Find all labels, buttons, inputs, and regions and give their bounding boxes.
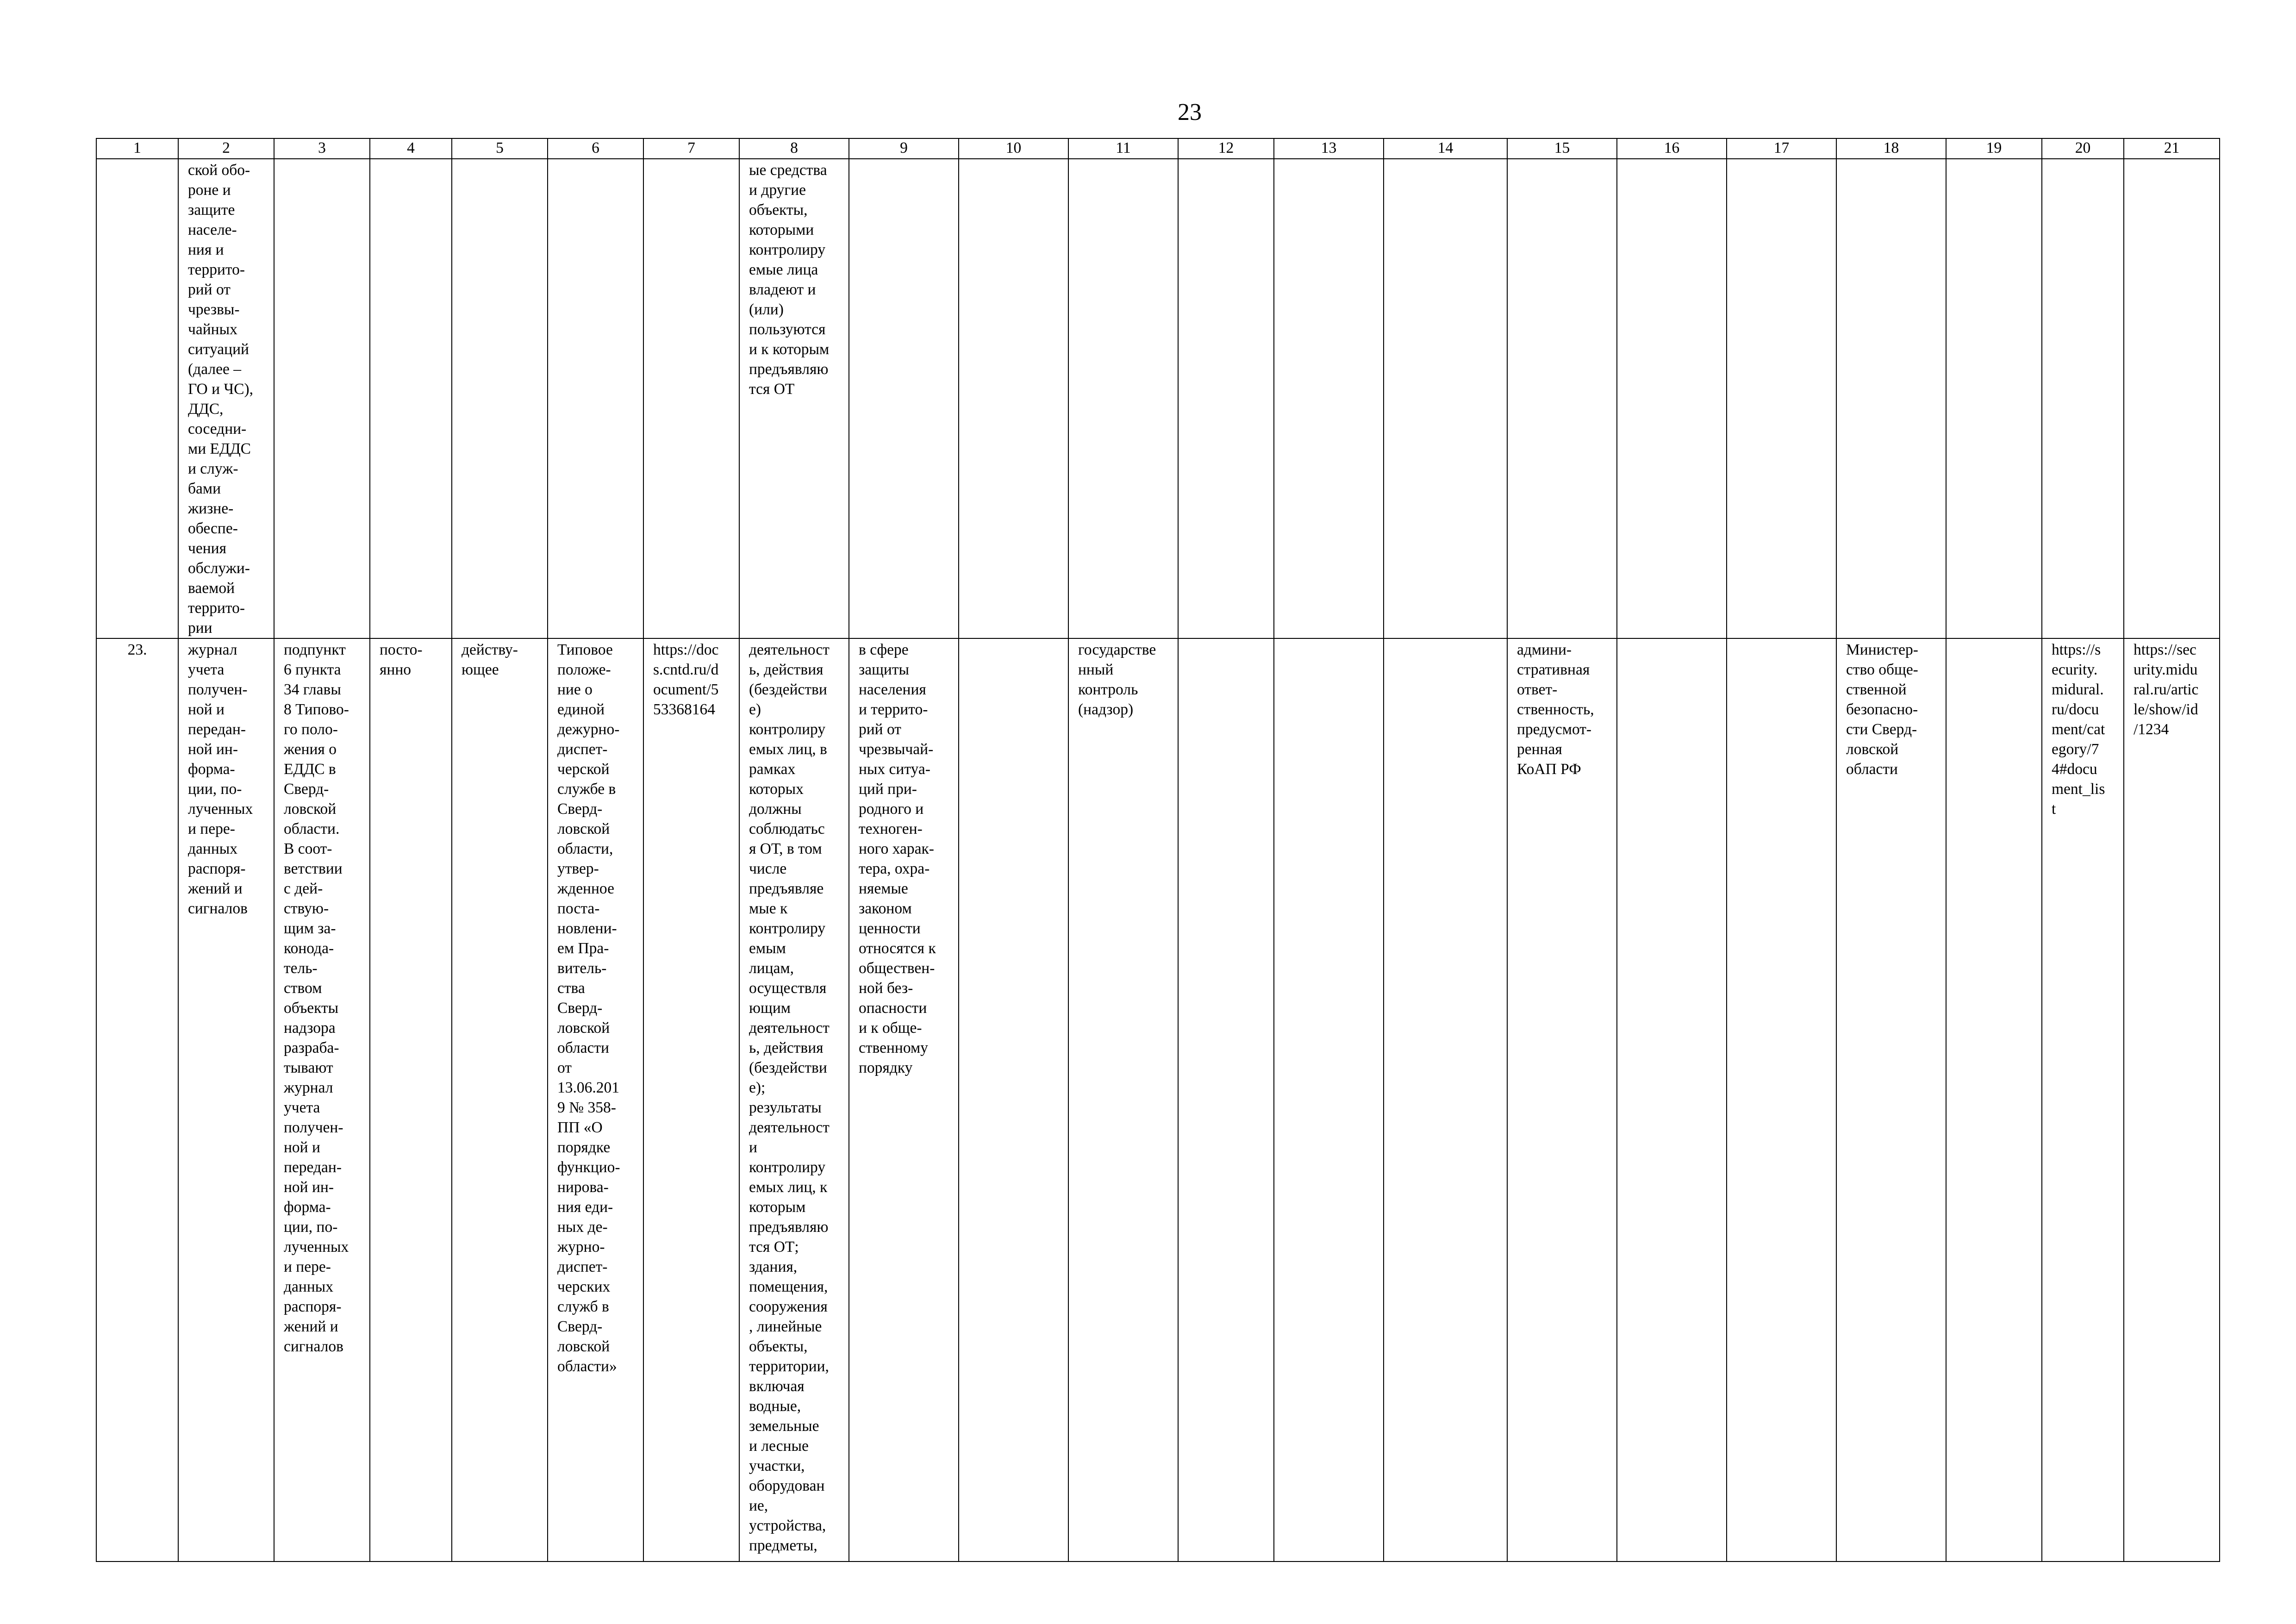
- column-number-18: 18: [1836, 138, 1946, 159]
- table-cell: [1178, 638, 1274, 1562]
- table-cell: [643, 638, 739, 1562]
- column-number-15: 15: [1507, 138, 1617, 159]
- table-cell: [548, 638, 643, 1562]
- cell-text: админи- стративная ответ- ственность, предусмот- ренная КоАП РФ: [1517, 641, 1594, 778]
- cell-text: журнал учета получен- ной и передан- ной ин- форма- ции, по- лученных и пере- данных распоря- жений и сигналов: [188, 641, 253, 917]
- column-number-17: 17: [1727, 138, 1836, 159]
- document-link[interactable]: https://sec urity.midu ral.ru/artic le/show/id /1234: [2134, 641, 2199, 738]
- column-number-16: 16: [1617, 138, 1727, 159]
- table-cell: [1384, 638, 1507, 1562]
- table-cell: [452, 638, 548, 1562]
- table-cell: [96, 159, 178, 638]
- table-cell: [1836, 159, 1946, 638]
- cell-text: подпункт 6 пункта 34 главы 8 Типово- го поло- жения о ЕДДС в Сверд- ловской области. В соот- ветствии с дей- ствую- щим за- конода- тель- ством объекты надзора разраба- тывают журнал учета получен- ной и передан- ной ин- форма- ции, по- лученных и пере- данных распоря- жений и сигналов: [284, 641, 349, 1355]
- column-number-21: 21: [2124, 138, 2220, 159]
- document-link[interactable]: https://s ecurity. midural. ru/docu ment/cat egory/7 4#docu ment_lis t: [2052, 641, 2105, 818]
- table-cell: [1946, 638, 2042, 1562]
- table-cell: [1507, 638, 1617, 1562]
- column-number-1: 1: [96, 138, 178, 159]
- table-row-23: [96, 638, 2220, 1562]
- table-cell: [2042, 638, 2124, 1562]
- table-cell: [1617, 159, 1727, 638]
- column-number-8: 8: [739, 138, 849, 159]
- column-number-11: 11: [1068, 138, 1178, 159]
- table-cell: [1068, 638, 1178, 1562]
- cell-text: Типовое положе- ние о единой дежурно- диспет- черской службе в Сверд- ловской области, утвер- жденное поста- новлени- ем Пра- витель- ства Сверд- ловской области от 13.06.201 9 № 358- ПП «О порядке функцио- нирова- ния еди- ных де- журно- диспет- черских служб в Сверд- ловской области»: [557, 641, 620, 1375]
- table-cell: [452, 159, 548, 638]
- table-header: [96, 138, 2220, 159]
- table-cell: [1617, 638, 1727, 1562]
- table-cell: [1274, 159, 1384, 638]
- cell-text: ые средства и другие объекты, которыми контролиру емые лица владеют и (или) пользуются и к которым предъявляю тся ОТ: [749, 162, 830, 398]
- table-cell: [1727, 159, 1836, 638]
- column-number-5: 5: [452, 138, 548, 159]
- table-cell: [643, 159, 739, 638]
- table-cell: [849, 638, 959, 1562]
- table-cell: [739, 638, 849, 1562]
- table-cell: [1068, 159, 1178, 638]
- cell-text: деятельност ь, действия (бездействи е) контролиру емых лиц, в рамках которых должны соблюдатьс я ОТ, в том числе предъявляе мые к контролиру емым лицам, осуществля ющим деятельност ь, действия (бездействи е); результаты деятельност и контролиру емых лиц, к которым предъявляю тся ОТ; здания, помещения, сооружения , линейные объекты, территории, включая водные, земельные и лесные участки, оборудован ие, устройства, предметы,: [749, 641, 830, 1554]
- row-number: 23.: [127, 641, 147, 658]
- column-number-row: [96, 138, 2220, 159]
- table-cell: [959, 638, 1068, 1562]
- table-cell: [1507, 159, 1617, 638]
- table-cell: [370, 638, 452, 1562]
- table-cell: [849, 159, 959, 638]
- column-number-4: 4: [370, 138, 452, 159]
- cell-text: ской обо- роне и защите населе- ния и террито- рий от чрезвы- чайных ситуаций (далее – ГО и ЧС), ДДС, соседни- ми ЕДДС и служ- бами жизне- обеспе- чения обслужи- ваемой террито- рии: [188, 162, 254, 637]
- column-number-14: 14: [1384, 138, 1507, 159]
- column-number-20: 20: [2042, 138, 2124, 159]
- table-cell: [1836, 638, 1946, 1562]
- table-cell: [1274, 638, 1384, 1562]
- table-cell: [274, 638, 370, 1562]
- document-link[interactable]: https://doc s.cntd.ru/d ocument/5 53368164: [653, 641, 719, 718]
- column-number-6: 6: [548, 138, 643, 159]
- table-cell: [2042, 159, 2124, 638]
- page-number: 23: [1178, 99, 1202, 125]
- table-cell: [1727, 638, 1836, 1562]
- table-row-continuation: [96, 159, 2220, 638]
- table-cell: [1946, 159, 2042, 638]
- column-number-2: 2: [178, 138, 274, 159]
- cell-text: государстве нный контроль (надзор): [1078, 641, 1156, 718]
- table-cell: [178, 159, 274, 638]
- table-cell: [959, 159, 1068, 638]
- column-number-9: 9: [849, 138, 959, 159]
- table-cell: [370, 159, 452, 638]
- row-number-cell: [96, 638, 178, 1562]
- table-cell: [274, 159, 370, 638]
- register-table: [96, 138, 2220, 1562]
- table-cell: [178, 638, 274, 1562]
- cell-text: посто- янно: [380, 641, 423, 678]
- column-number-10: 10: [959, 138, 1068, 159]
- table-cell: [1178, 159, 1274, 638]
- cell-text: Министер- ство обще- ственной безопасно- сти Сверд- ловской области: [1846, 641, 1918, 778]
- column-number-13: 13: [1274, 138, 1384, 159]
- table-cell: [548, 159, 643, 638]
- column-number-12: 12: [1178, 138, 1274, 159]
- column-number-7: 7: [643, 138, 739, 159]
- column-number-19: 19: [1946, 138, 2042, 159]
- cell-text: в сфере защиты населения и террито- рий от чрезвычай- ных ситуа- ций при- родного и техноген- ного харак- тера, охра- няемые законом ценности относятся к обществен- ной без- опасности и к обще- ственному порядку: [859, 641, 936, 1076]
- table-cell: [739, 159, 849, 638]
- table-cell: [2124, 638, 2220, 1562]
- table-cell: [2124, 159, 2220, 638]
- table-cell: [1384, 159, 1507, 638]
- cell-text: действу- ющее: [462, 641, 518, 678]
- column-number-3: 3: [274, 138, 370, 159]
